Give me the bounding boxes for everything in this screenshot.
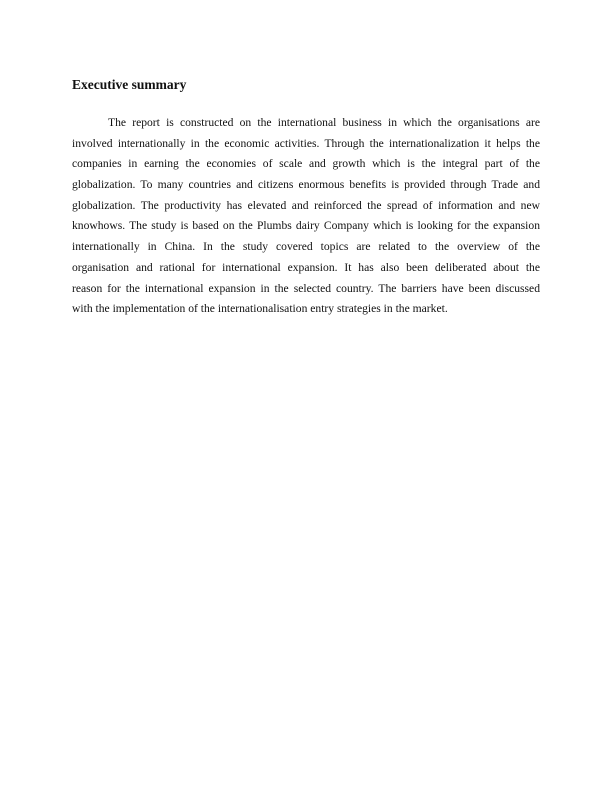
paragraph-line: with the implementation of the internationalisation entry strategies in the market. bbox=[72, 302, 448, 316]
paragraph-line: globalization. The productivity has elevated and reinforced the spread of information and new bbox=[72, 198, 540, 212]
paragraph-line: The report is constructed on the international business in which the organisations are bbox=[108, 116, 540, 129]
paragraph-line: reason for the international expansion in the selected country. The barriers have been discussed bbox=[72, 281, 540, 295]
paragraph-line: organisation and rational for international expansion. It has also been deliberated about the bbox=[72, 260, 540, 274]
summary-paragraph bbox=[72, 113, 540, 320]
paragraph-line: knowhows. The study is based on the Plumbs dairy Company which is looking for the expansion bbox=[72, 219, 540, 233]
paragraph-line: internationally in China. In the study covered topics are related to the overview of the bbox=[72, 240, 540, 254]
paragraph-line: involved internationally in the economic activities. Through the internationalization it helps the bbox=[72, 136, 540, 150]
section-heading: Executive summary bbox=[72, 77, 187, 92]
paragraph-line: companies in earning the economies of scale and growth which is the integral part of the bbox=[72, 157, 540, 171]
paragraph-line: globalization. To many countries and citizens enormous benefits is provided through Trade and bbox=[72, 178, 540, 192]
